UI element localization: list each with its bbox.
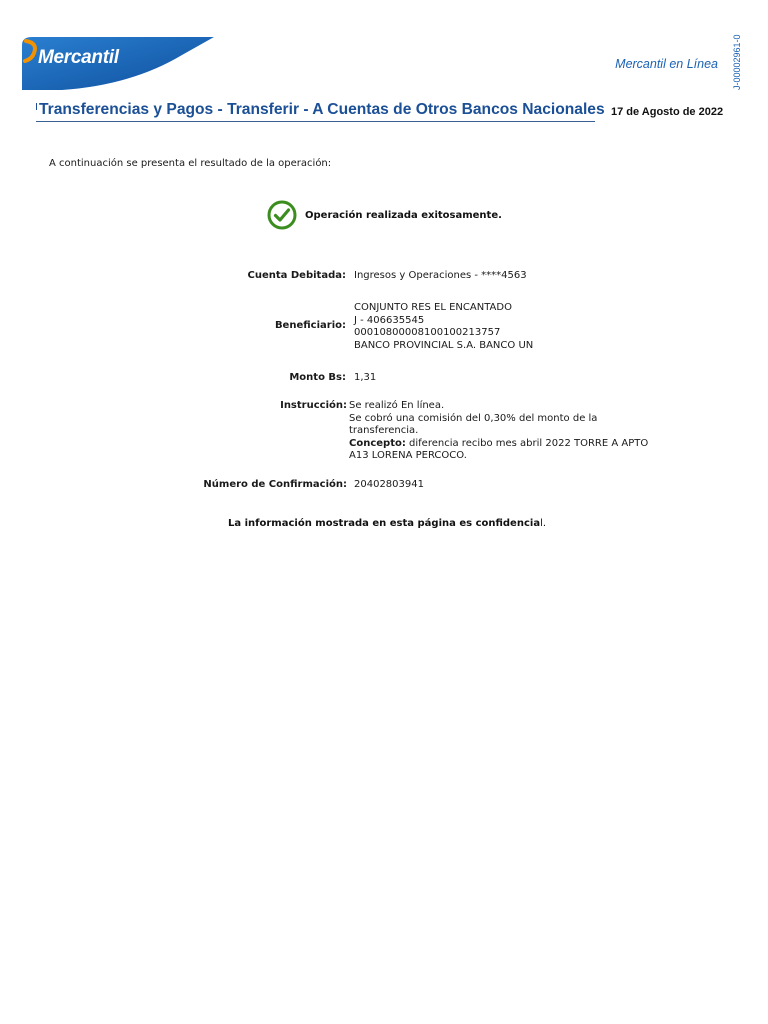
concepto-text: diferencia recibo mes abril 2022 TORRE A APTO — [405, 437, 649, 449]
logo-swirl-icon — [22, 37, 44, 63]
status-text: Operación realizada exitosamente. — [305, 209, 502, 221]
value-beneficiario — [354, 302, 654, 352]
label-cuenta-debitada: Cuenta Debitada: — [247, 270, 346, 281]
page-date: 17 de Agosto de 2022 — [611, 106, 724, 118]
beneficiario-name: CONJUNTO RES EL ENCANTADO — [354, 302, 512, 313]
confidentiality-note-bold: La información mostrada en esta página es confidencia — [228, 518, 541, 529]
brand-mercantil-en-linea: Mercantil en Línea — [615, 57, 718, 71]
beneficiario-bank: BANCO PROVINCIAL S.A. BANCO UN — [354, 339, 534, 351]
status-message — [267, 200, 502, 230]
label-monto: Monto Bs: — [289, 372, 346, 383]
concepto-label: Concepto: — [349, 437, 406, 449]
mercantil-logo-banner — [22, 37, 214, 90]
confidentiality-note — [228, 518, 546, 529]
check-circle-icon — [267, 200, 297, 230]
label-beneficiario: Beneficiario: — [274, 320, 346, 331]
value-cuenta-debitada: Ingresos y Operaciones - ****4563 — [354, 270, 527, 281]
confidentiality-note-end: l. — [540, 518, 547, 529]
instruccion-line-1: Se realizó En línea. — [349, 400, 445, 411]
document-code: J-00002961-0 — [732, 34, 742, 90]
instruccion-line-3: transferencia. — [349, 425, 419, 436]
value-confirmacion: 20402803941 — [354, 479, 424, 490]
concepto-line-2: A13 LORENA PERCOCO. — [349, 450, 467, 461]
intro-text: A continuación se presenta el resultado de la operación: — [49, 158, 332, 169]
page-title: Transferencias y Pagos - Transferir - A Cuentas de Otros Bancos Nacionales — [36, 101, 595, 122]
beneficiario-account: 00010800008100100213757 — [354, 327, 501, 338]
label-confirmacion: Número de Confirmación: — [203, 479, 347, 490]
value-monto: 1,31 — [354, 372, 377, 383]
value-instruccion — [349, 400, 669, 463]
beneficiario-rif: J - 406635545 — [354, 314, 425, 326]
concepto-line-1 — [349, 438, 669, 451]
logo-wordmark: Mercantil — [38, 47, 119, 68]
instruccion-line-2: Se cobró una comisión del 0,30% del monto de la — [349, 412, 598, 424]
label-instruccion: Instrucción: — [280, 400, 347, 411]
